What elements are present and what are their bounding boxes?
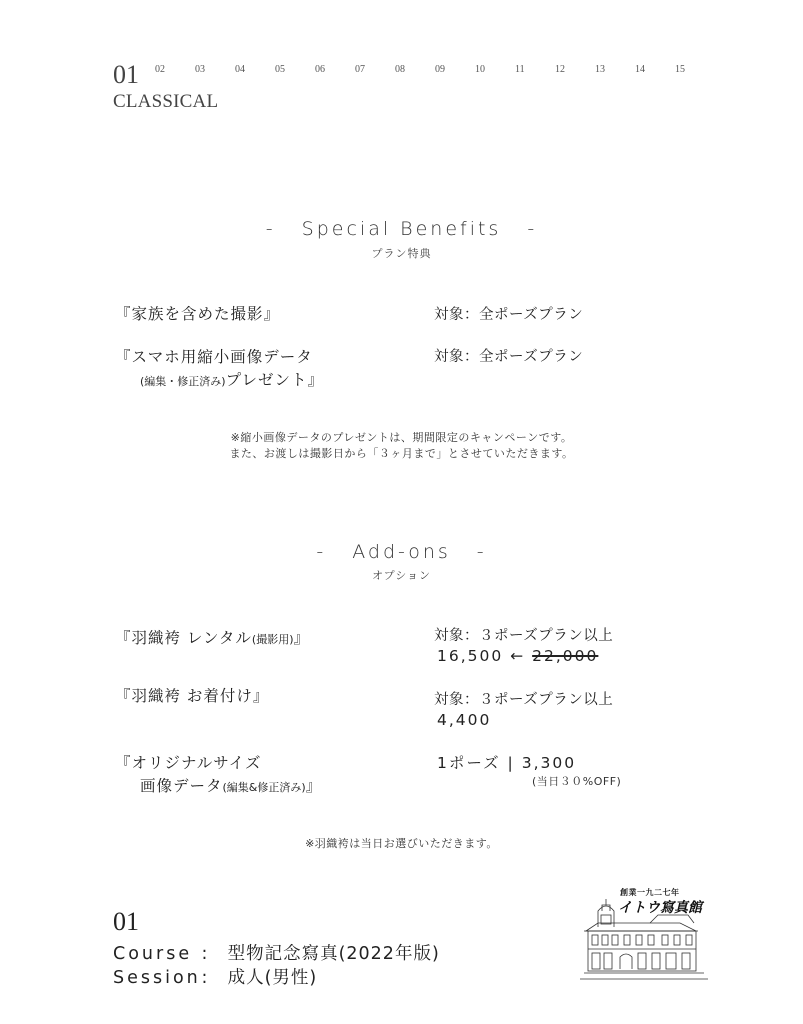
session-label: Session <box>113 968 201 988</box>
benefits-note-line-2: また、お渡しは撮影日から「３ヶ月まで」とさせていただきます。 <box>229 447 574 460</box>
addon-name-3-end: 』 <box>305 777 323 795</box>
addon-name-3-line2 <box>140 774 322 796</box>
page-link-12[interactable]: 12 <box>555 64 565 75</box>
page-link-10[interactable]: 10 <box>475 64 485 75</box>
addon-price-3-value: 3,300 <box>521 754 577 772</box>
logo-tagline: 創業一九二七年 <box>620 888 680 897</box>
building-illustration-icon <box>580 887 708 983</box>
addon-discount-note: (当日３０%OFF) <box>532 775 622 788</box>
course-value: 型物記念寫真(2022年版) <box>227 944 440 964</box>
benefits-note <box>0 430 803 462</box>
session-row <box>113 964 317 989</box>
course-colon: : <box>201 944 211 964</box>
logo-name: イトウ寫真館 <box>618 900 702 916</box>
page-link-04[interactable]: 04 <box>235 64 245 75</box>
session-value: 成人(男性) <box>227 968 318 988</box>
current-page-number: 01 <box>113 60 139 89</box>
addons-title <box>0 541 803 563</box>
addon-price-3 <box>437 751 576 773</box>
addon-name-1 <box>115 626 310 648</box>
addon-target-2: 対象：３ポーズプラン以上 <box>434 692 614 708</box>
addon-name-1-main: 『羽織袴 レンタル <box>115 629 252 647</box>
addon-target-1: 対象：３ポーズプラン以上 <box>434 628 614 644</box>
addon-price-1-current: 16,500 <box>437 647 504 665</box>
title-dash: - <box>316 541 327 563</box>
addon-name-1-end: 』 <box>293 629 311 647</box>
page-navigation <box>155 64 715 75</box>
benefit-name-2-end: プレゼント』 <box>225 371 324 389</box>
addon-price-3-label: 1ポーズ <box>437 754 501 772</box>
course-row <box>113 940 440 965</box>
benefit-target-1: 対象：全ポーズプラン <box>434 307 584 323</box>
page-link-07[interactable]: 07 <box>355 64 365 75</box>
course-label: Course <box>113 944 193 964</box>
page-link-05[interactable]: 05 <box>275 64 285 75</box>
addon-name-1-qualifier: (撮影用) <box>251 633 294 646</box>
page-link-09[interactable]: 09 <box>435 64 445 75</box>
title-dash: - <box>527 218 538 240</box>
addon-name-3: 『オリジナルサイズ <box>115 754 262 772</box>
addon-name-3-main: 画像データ <box>140 777 223 795</box>
page-link-14[interactable]: 14 <box>635 64 645 75</box>
addon-price-1 <box>437 647 598 665</box>
benefits-title <box>0 218 803 240</box>
page-link-11[interactable]: 11 <box>515 64 525 75</box>
page-link-06[interactable]: 06 <box>315 64 325 75</box>
price-separator: | <box>507 754 515 772</box>
session-colon: : <box>201 968 211 988</box>
benefit-name-2: 『スマホ用縮小画像データ <box>115 348 313 366</box>
page-link-15[interactable]: 15 <box>675 64 685 75</box>
title-dash: - <box>476 541 487 563</box>
footer-number: 01 <box>113 907 139 936</box>
page-link-03[interactable]: 03 <box>195 64 205 75</box>
benefit-name-2-qualifier: (編集・修正済み) <box>140 375 226 388</box>
addon-price-1-old: 22,000 <box>532 647 599 665</box>
addons-subtitle: オプション <box>371 569 431 582</box>
collection-title: CLASSICAL <box>113 91 219 112</box>
addons-note: ※羽織袴は当日お選びいただきます。 <box>305 837 498 850</box>
page-link-02[interactable]: 02 <box>155 64 165 75</box>
addons-title-text: Add-ons <box>352 541 451 563</box>
benefits-note-line-1: ※縮小画像データのプレゼントは、期間限定のキャンペーンです。 <box>230 431 573 444</box>
page-link-13[interactable]: 13 <box>595 64 605 75</box>
title-dash: - <box>265 218 276 240</box>
studio-logo <box>580 887 708 983</box>
benefit-name-2-line2 <box>140 368 324 390</box>
arrow-left-icon: ← <box>510 647 526 665</box>
benefit-target-2: 対象：全ポーズプラン <box>434 349 584 365</box>
benefits-title-text: Special Benefits <box>301 218 502 240</box>
page-link-08[interactable]: 08 <box>395 64 405 75</box>
benefits-subtitle: プラン特典 <box>371 247 432 260</box>
addon-name-3-qualifier: (編集&修正済み) <box>222 781 306 794</box>
addon-name-2: 『羽織袴 お着付け』 <box>115 687 270 705</box>
addon-price-2: 4,400 <box>437 711 492 729</box>
benefit-name-1: 『家族を含めた撮影』 <box>115 305 281 323</box>
